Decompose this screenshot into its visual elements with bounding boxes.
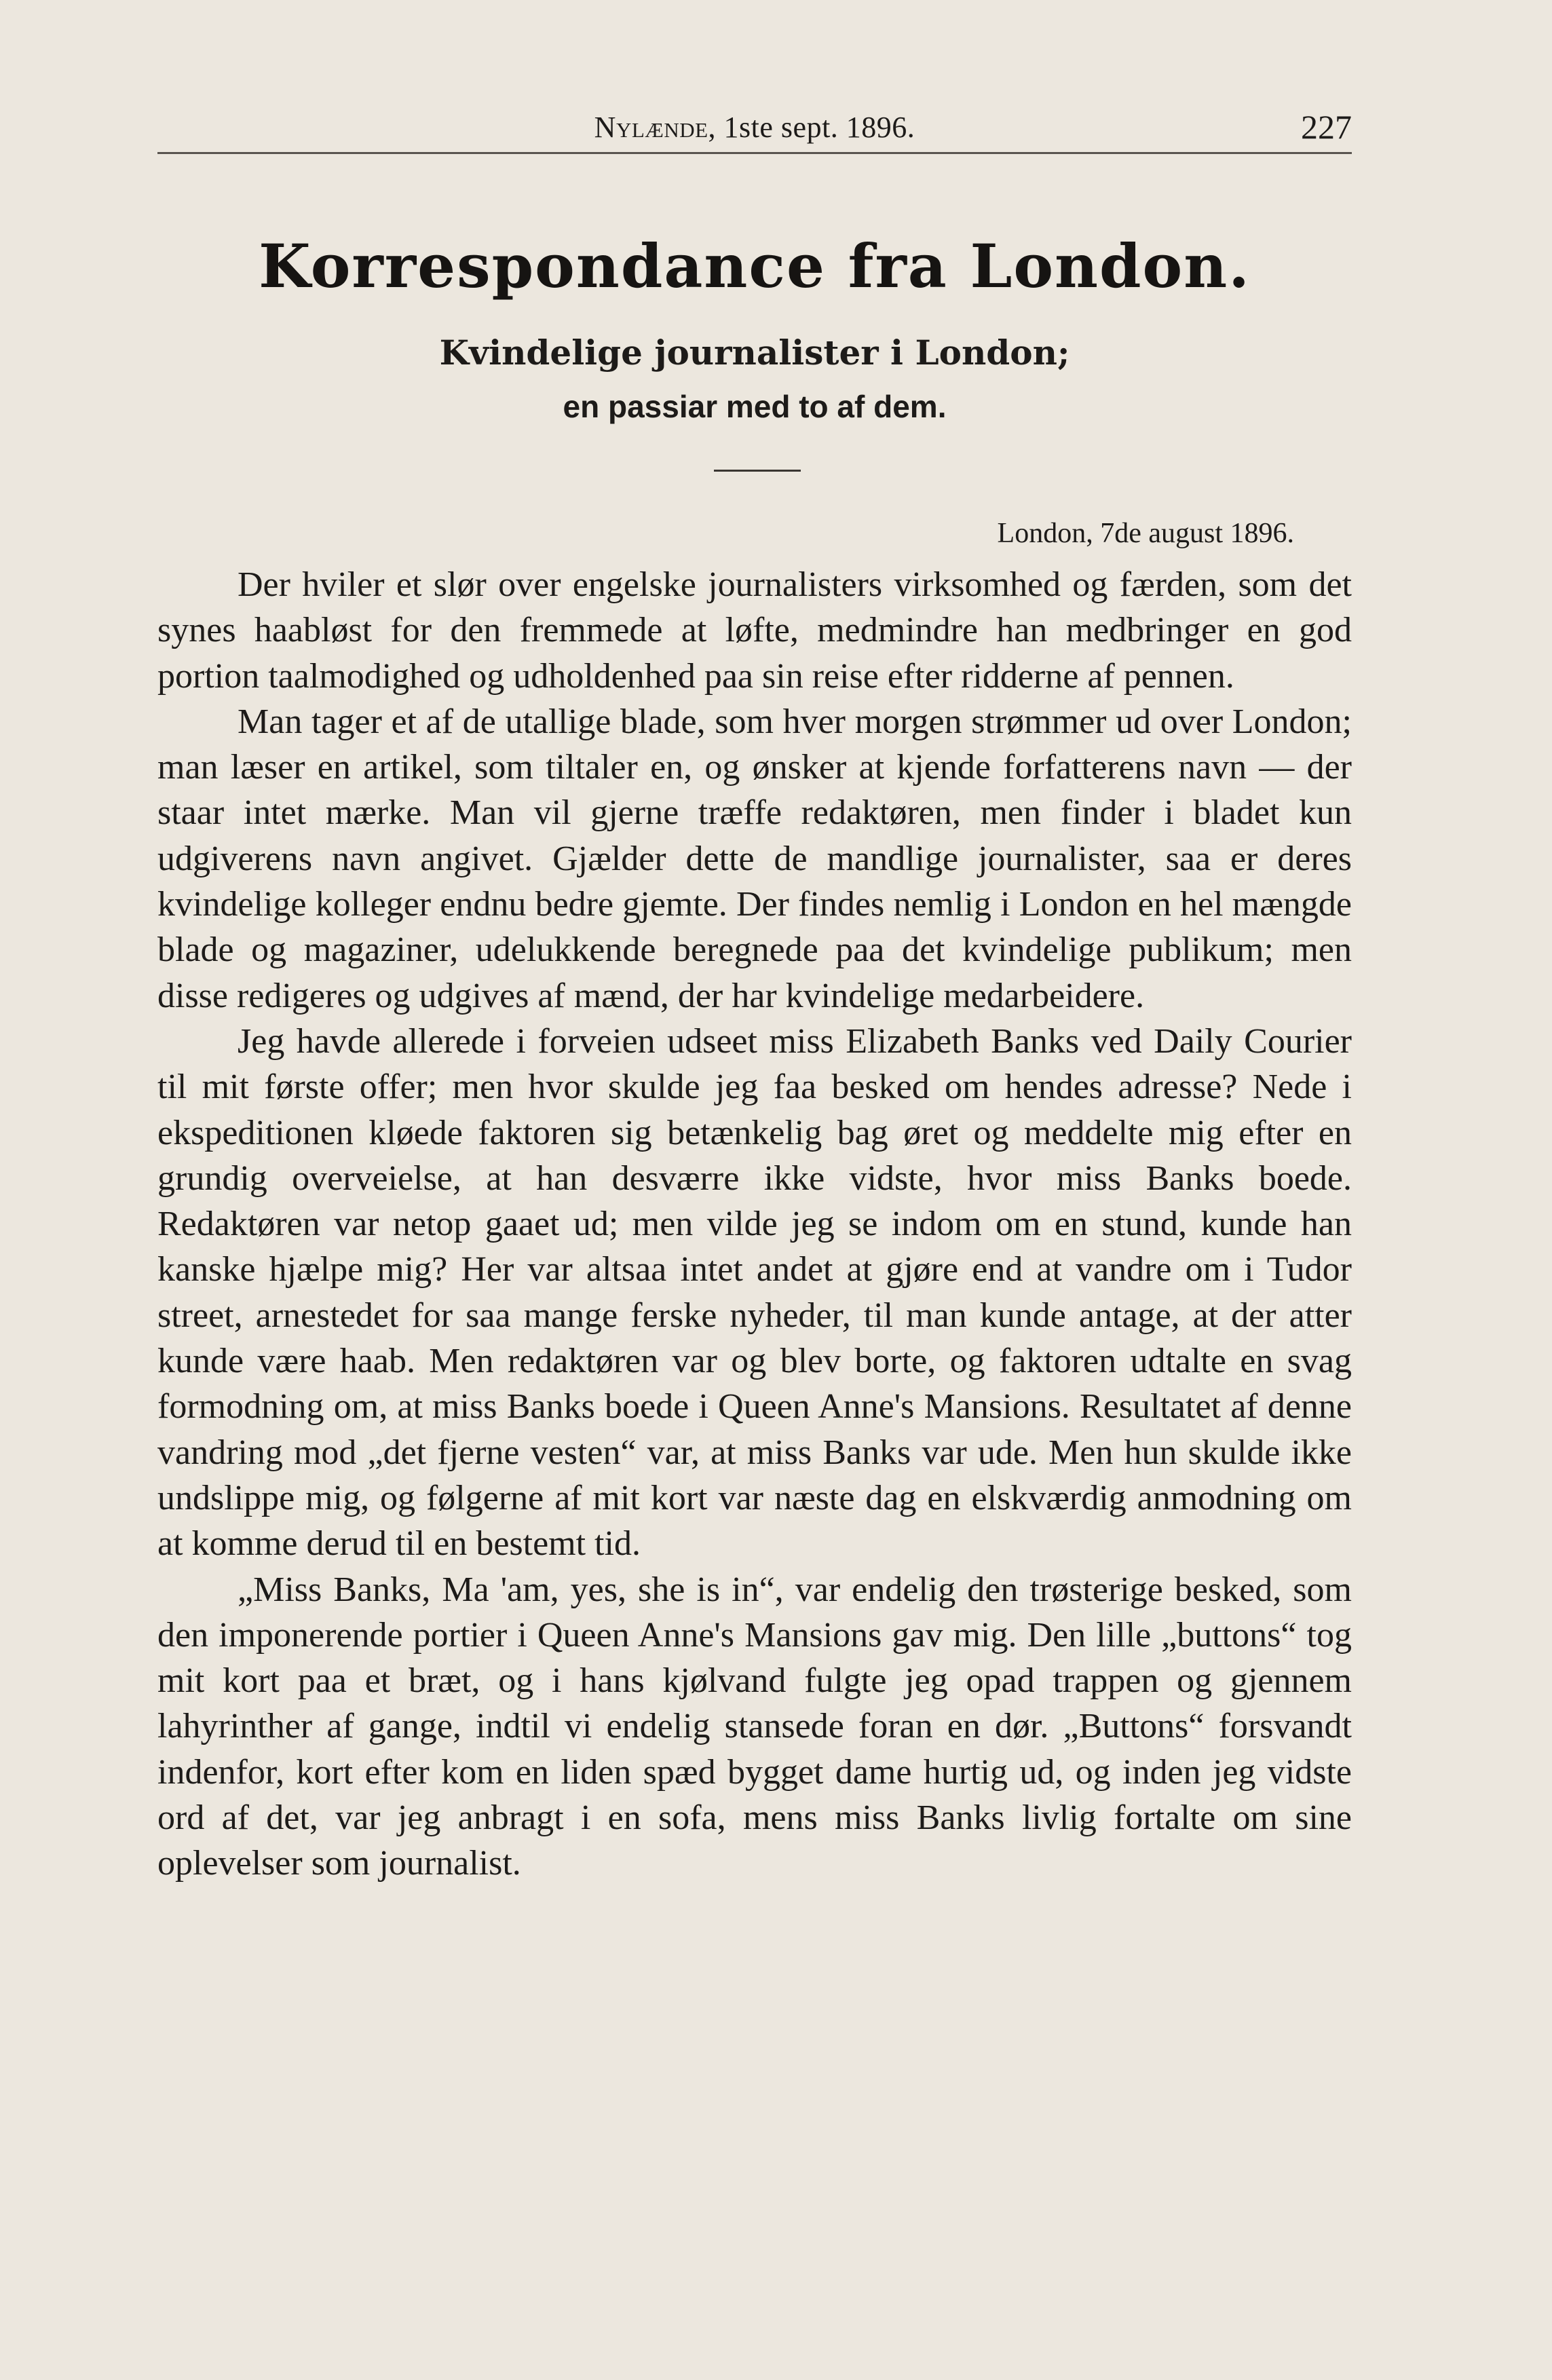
- paragraph: „Miss Banks, Ma 'am, yes, she is in“, var endelig den trøsterige besked, som den imponerende portier i Queen Anne's Mansions gav mig. Den lille „buttons“ tog mit kort paa et bræt, og i hans kjølvand fulgte jeg opad trappen og gjennem lahyrinther af gange, indtil vi endelig stansede foran en dør. „Buttons“ forsvandt indenfor, kort efter kom en liden spæd bygget dame hurtig ud, og inden jeg vidste ord af det, var jeg anbragt i en sofa, mens miss Banks livlig fortalte om sine oplevelser som journalist.: [157, 1570, 1352, 1883]
- page-number: 227: [1301, 108, 1352, 146]
- header-publication: Nylænde,: [594, 111, 717, 144]
- article-title: Korrespondance fra London.: [259, 231, 1251, 301]
- header-date: 1ste sept. 1896.: [723, 111, 915, 144]
- dateline: London, 7de august 1896.: [997, 518, 1294, 549]
- paragraph: Der hviler et slør over engelske journalisters virksomhed og færden, som det synes haabløst for den fremmede at løfte, medmindre han medbringer en god portion taalmodighed og udholdenhed paa sin reise efter ridderne af pennen.: [157, 565, 1352, 696]
- header-rule: [157, 152, 1352, 154]
- article-subsubtitle: en passiar med to af dem.: [563, 389, 947, 424]
- article-body: [157, 562, 1352, 1887]
- article-subtitle: Kvindelige journalister i London;: [439, 333, 1070, 373]
- running-header: [157, 100, 1352, 155]
- header-publication-line: [157, 110, 1352, 145]
- section-divider: [714, 470, 801, 472]
- paragraph: Jeg havde allerede i forveien udseet miss Elizabeth Banks ved Daily Courier til mit første offer; men hvor skulde jeg faa besked om hendes adresse? Nede i ekspeditionen kløede faktoren sig betænkelig bag øret og meddelte mig efter en grundig overveielse, at han desværre ikke vidste, hvor miss Banks boede. Redaktøren var netop gaaet ud; men vilde jeg se indom om en stund, kunde han kanske hjælpe mig? Her var altsaa intet andet at gjøre end at vandre om i Tudor street, arnestedet for saa mange ferske nyheder, til man kunde antage, at der atter kunde være haab. Men redaktøren var og blev borte, og faktoren udtalte en svag formodning om, at miss Banks boede i Queen Anne's Mansions. Resultatet af denne vandring mod „det fjerne vesten“ var, at miss Banks var ude. Men hun skulde ikke undslippe mig, og følgerne af mit kort var næste dag en elskværdig anmodning om at komme derud til en bestemt tid.: [157, 1021, 1352, 1564]
- paragraph: Man tager et af de utallige blade, som hver morgen strømmer ud over London; man læser en artikel, som tiltaler en, og ønsker at kjende forfatterens navn — der staar intet mærke. Man vil gjerne træffe redaktøren, men finder i bladet kun udgiverens navn angivet. Gjælder dette de mandlige journalister, saa er deres kvindelige kolleger endnu bedre gjemte. Der findes nemlig i London en hel mængde blade og magaziner, udelukkende beregnede paa det kvindelige publikum; men disse redigeres og udgives af mænd, der har kvindelige medarbeidere.: [157, 702, 1352, 1015]
